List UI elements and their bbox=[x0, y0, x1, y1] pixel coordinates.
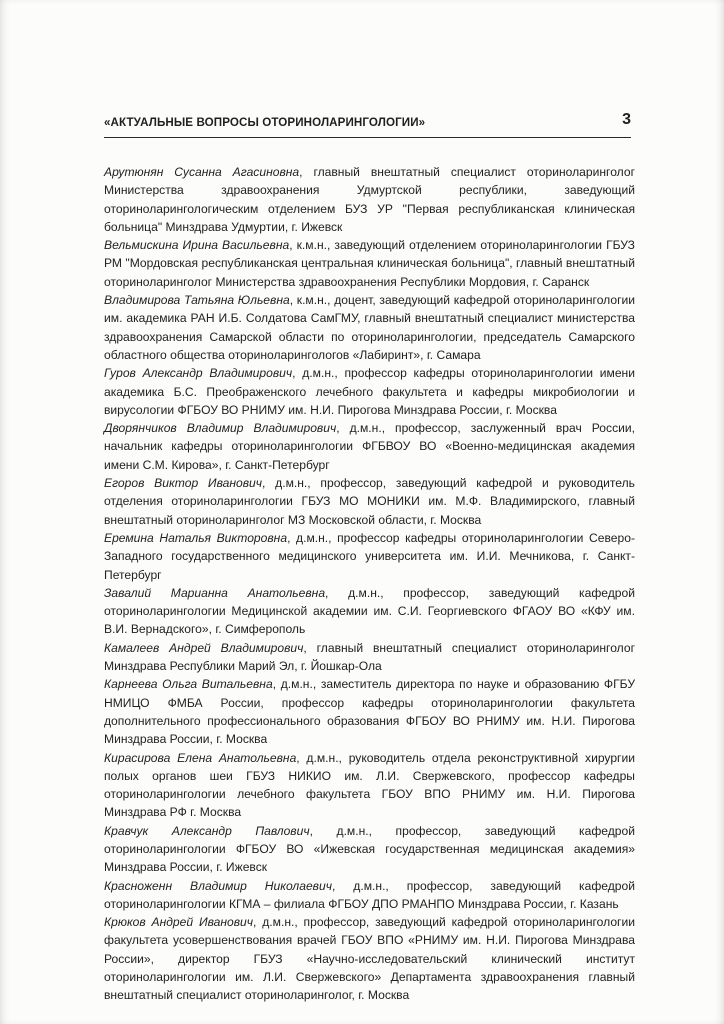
author-entry bbox=[104, 822, 635, 877]
author-name: Гуров Александр Владимирович bbox=[104, 366, 293, 381]
author-name: Вельмискина Ирина Васильевна bbox=[104, 238, 290, 253]
author-entry bbox=[104, 474, 635, 529]
author-details: , главный внештатный специалист оториноларинголог Министерства здравоохранения Удмуртской республики, заведующий оториноларингологическим отделением БУЗ УР "Первая республиканская клиническая больница" Минздрава Удмуртии, г. Ижевск bbox=[104, 165, 635, 234]
author-details: , к.м.н., заведующий отделением оториноларингологии ГБУЗ РМ "Мордовская республиканская центральная клиническая больница", главный внештатный оториноларинголог Министерства здравоохранения Республики Мордовия, г. Саранск bbox=[104, 238, 635, 289]
author-entry bbox=[104, 584, 635, 639]
author-name: Арутюнян Сусанна Агасиновна bbox=[104, 165, 300, 179]
author-entry bbox=[104, 529, 635, 584]
author-name: Егоров Виктор Иванович bbox=[104, 476, 263, 491]
author-details: , к.м.н., доцент, заведующий кафедрой оториноларингологии им. академика РАН И.Б. Солдатова СамГМУ, главный внештатный специалист министерства здравоохранения Самарской области по оториноларингологии, председатель Самарского областного общества оториноларингологов «Лабиринт», г. Самара bbox=[104, 293, 635, 362]
author-name: Красноженн Владимир Николаевич bbox=[104, 878, 332, 893]
author-entry bbox=[104, 163, 635, 236]
author-name: Камалеев Андрей Владимирович bbox=[104, 640, 304, 655]
author-details: , д.м.н., профессор, заслуженный врач России, начальник кафедры оториноларингологии ФГБВОУ ВО «Военно-медицинская академия имени С.М. Кирова», г. Санкт-Петербург bbox=[104, 421, 635, 472]
author-details: , главный внештатный специалист оториноларинголог Минздрава Республики Марий Эл, г. Йошкар-Ола bbox=[104, 640, 635, 674]
author-name: Крюков Андрей Иванович bbox=[104, 915, 254, 930]
author-name: Завалий Марианна Анатольевна bbox=[104, 585, 326, 600]
author-entry bbox=[104, 749, 635, 822]
author-name: Карнеева Ольга Витальевна bbox=[104, 677, 273, 692]
author-entry bbox=[104, 364, 635, 419]
author-entry bbox=[104, 419, 635, 474]
author-entry bbox=[104, 236, 635, 291]
author-name: Дворянчиков Владимир Владимирович bbox=[104, 421, 337, 436]
author-details: , д.м.н., профессор кафедры оториноларингологии имени академика Б.С. Преображенского лечебного факультета и кафедры микробиологии и вирусологии ФГБОУ ВО РНИМУ им. Н.И. Пирогова Минздрава России, г. Москва bbox=[104, 366, 635, 417]
author-name: Кравчук Александр Павлович bbox=[104, 823, 310, 838]
running-title: «АКТУАЛЬНЫЕ ВОПРОСЫ ОТОРИНОЛАРИНГОЛОГИИ» bbox=[104, 116, 426, 129]
author-entry bbox=[104, 675, 635, 748]
author-name: Еремина Наталья Викторовна bbox=[104, 530, 288, 545]
author-entry bbox=[104, 291, 635, 364]
author-entry bbox=[104, 913, 635, 1004]
author-details: , д.м.н., профессор, заведующий кафедрой оториноларингологии Медицинской академии им. С.И. Георгиевского ФГАОУ ВО «КФУ им. В.И. Вернадского», г. Симферополь bbox=[104, 585, 636, 637]
author-details: , д.м.н., профессор, заведующий кафедрой оториноларингологии факультета усовершенствования врачей ГБОУ ВПО «РНИМУ им. Н.И. Пирогова Минздрава России», директор ГБУЗ «Научно-исследовательский клинический институт оториноларингологии им. Л.И. Свержевского» Департамента здравоохранения главный внештатный специалист оториноларинголог, г. Москва bbox=[104, 915, 635, 1003]
running-header bbox=[104, 111, 631, 138]
author-details: , д.м.н., профессор, заведующий кафедрой оториноларингологии ФГБОУ ВО «Ижевская государственная медицинская академия» Минздрава России, г. Ижевск bbox=[104, 823, 635, 875]
author-details: , д.м.н., профессор кафедры оториноларингологии Северо-Западного государственного медицинского университета им. И.И. Мечникова, г. Санкт-Петербург bbox=[104, 530, 635, 582]
author-details: , д.м.н., руководитель отдела реконструктивной хирургии полых органов шеи ГБУЗ НИКИО им. Л.И. Свержевского, профессор кафедры оториноларингологии лечебного факультета ГБОУ ВПО РНИМУ им. Н.И. Пирогова Минздрава РФ г. Москва bbox=[104, 750, 635, 820]
author-entry bbox=[104, 877, 635, 914]
author-details: , д.м.н., профессор, заведующий кафедрой и руководитель отделения оториноларингологии ГБУЗ МО МОНИКИ им. М.Ф. Владимирского, главный внештатный оториноларинголог МЗ Московской области, г. Москва bbox=[104, 476, 635, 527]
author-list bbox=[104, 163, 635, 1005]
author-details: , д.м.н., заместитель директора по науке и образованию ФГБУ НМИЦО ФМБА России, профессор кафедры оториноларингологии факультета дополнительного профессионального образования ФГБОУ ВО РНИМУ им. Н.И. Пирогова Минздрава России, г. Москва bbox=[104, 677, 635, 747]
author-name: Владимирова Татьяна Юльевна bbox=[104, 293, 290, 308]
author-name: Кирасирова Елена Анатольевна bbox=[104, 750, 297, 765]
author-details: , д.м.н., профессор, заведующий кафедрой оториноларингологии КГМА – филиала ФГБОУ ДПО РМАНПО Минздрава России, г. Казань bbox=[104, 878, 635, 911]
page-number: 3 bbox=[622, 111, 631, 128]
author-entry bbox=[104, 639, 635, 676]
